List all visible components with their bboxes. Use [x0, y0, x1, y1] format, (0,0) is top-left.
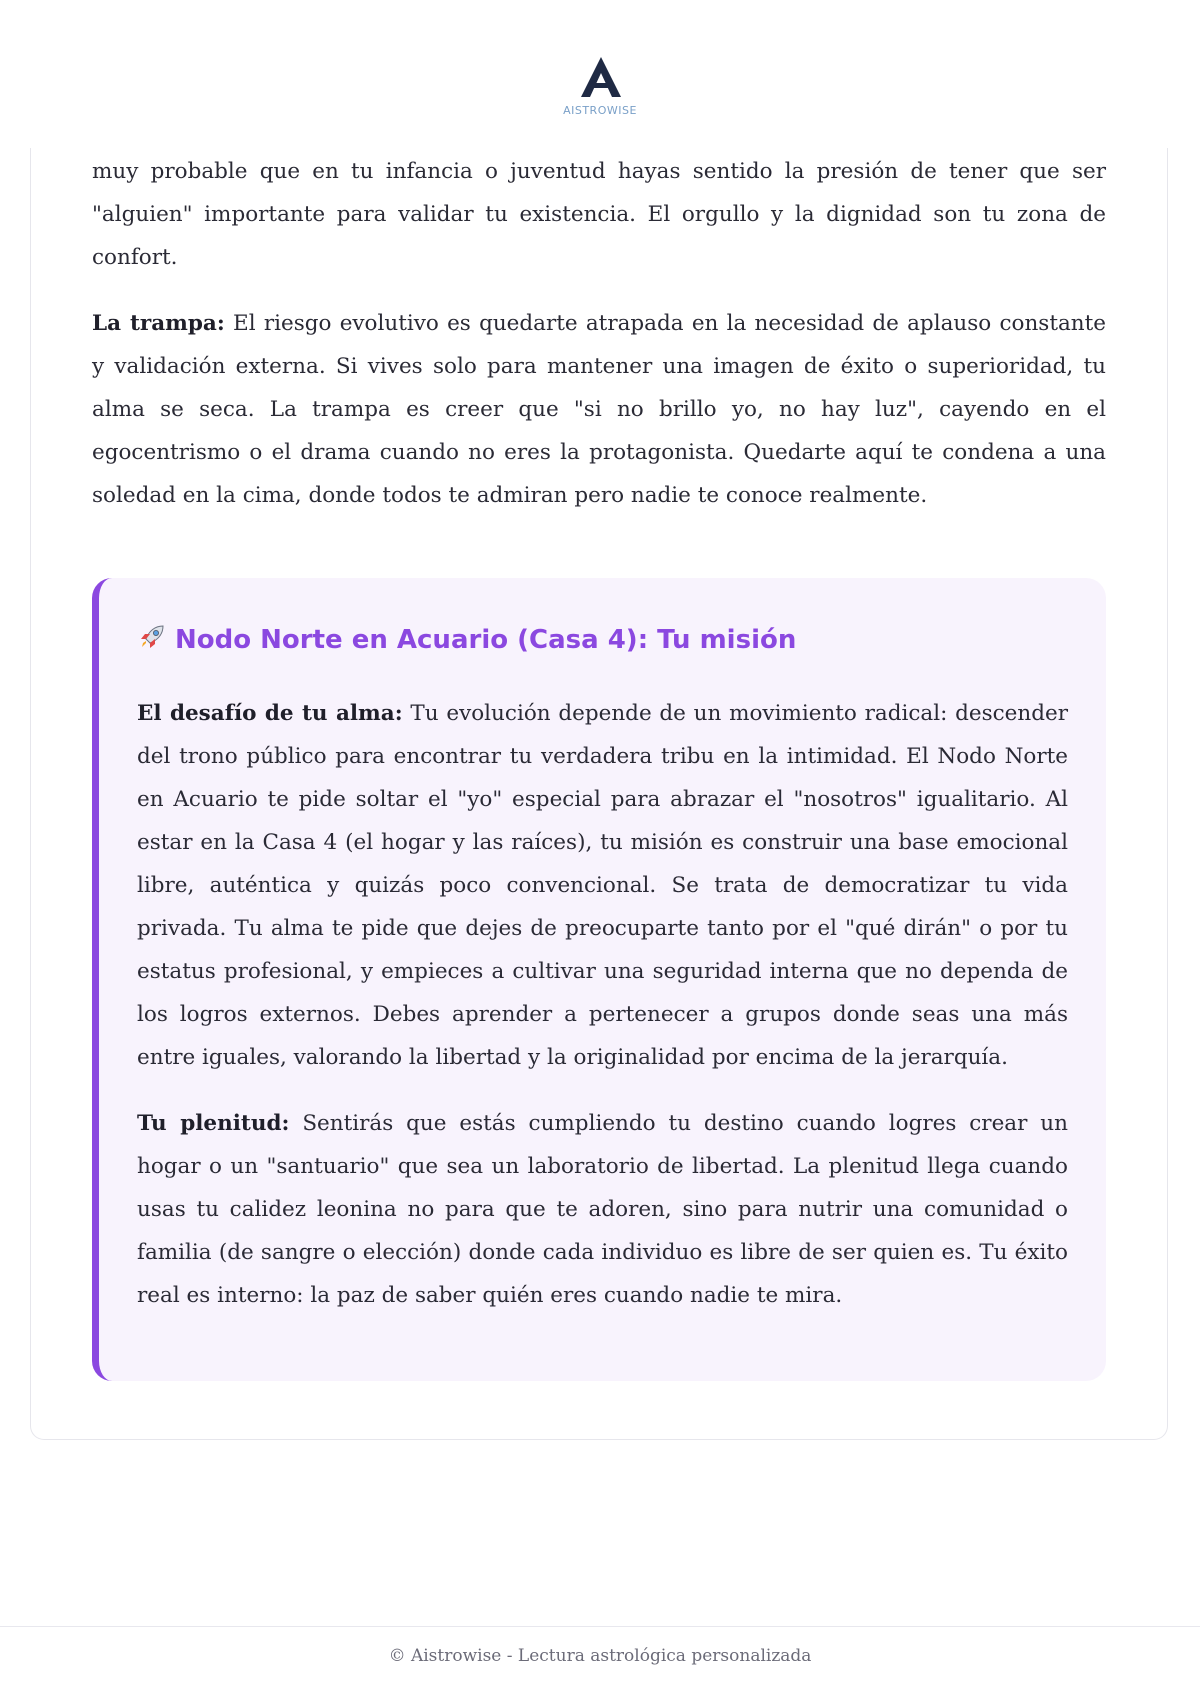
- fulfillment-text: Sentirás que estás cumpliendo tu destino cuando logres crear un hogar o un "santuario" que sea un laboratorio de libertad. La plenitud llega cuando usas tu calidez leonina no para que te adoren, sino para nutrir una comunidad o familia (de sangre o elección) donde cada individuo es libre de ser quien es. Tu éxito real es interno: la paz de saber quién eres cuando nadie te mira.: [137, 1111, 1068, 1308]
- challenge-text: Tu evolución depende de un movimiento radical: descender del trono público para encontrar tu verdadera tribu en la intimidad. El Nodo Norte en Acuario te pide soltar el "yo" especial para abrazar el "nosotros" igualitario. Al estar en la Casa 4 (el hogar y las raíces), tu misión es construir una base emocional libre, auténtica y quizás poco convencional. Se trata de democratizar tu vida privada. Tu alma te pide que dejes de preocuparte tanto por el "qué dirán" o por tu estatus profesional, y empieces a cultivar una seguridad interna que no dependa de los logros externos. Debes aprender a pertenecer a grupos donde seas una más entre iguales, valorando la libertad y la originalidad por encima de la jerarquía.: [137, 701, 1068, 1070]
- fulfillment-label: Tu plenitud:: [137, 1111, 290, 1136]
- aistrowise-logo-icon: [577, 55, 625, 99]
- north-node-mission-box: [92, 578, 1106, 1381]
- logo-text: AISTROWISE: [563, 104, 637, 117]
- south-node-paragraph: muy probable que en tu infancia o juventud hayas sentido la presión de tener que ser "alguien" importante para validar tu existencia. El orgullo y la dignidad son tu zona de confort.: [92, 159, 1106, 270]
- soul-challenge-paragraph: [137, 692, 1068, 1079]
- mission-title-text: Nodo Norte en Acuario (Casa 4): Tu misión: [175, 625, 797, 655]
- mission-title: [137, 622, 796, 655]
- footer-divider: [0, 1626, 1200, 1627]
- challenge-label: El desafío de tu alma:: [137, 701, 403, 726]
- page-header: [0, 0, 1200, 150]
- trap-text: El riesgo evolutivo es quedarte atrapada en la necesidad de aplauso constante y validación externa. Si vives solo para mantener una imagen de éxito o superioridad, tu alma se seca. La trampa es creer que "si no brillo yo, no hay luz", cayendo en el egocentrismo o el drama cuando no eres la protagonista. Quedarte aquí te condena a una soledad en la cima, donde todos te admiran pero nadie te conoce realmente.: [92, 311, 1106, 508]
- footer-text: © Aistrowise - Lectura astrológica personalizada: [388, 1646, 812, 1666]
- rocket-icon: [137, 622, 167, 652]
- fulfillment-paragraph: [137, 1102, 1068, 1317]
- trap-label: La trampa:: [92, 311, 225, 336]
- trap-paragraph: [92, 302, 1106, 517]
